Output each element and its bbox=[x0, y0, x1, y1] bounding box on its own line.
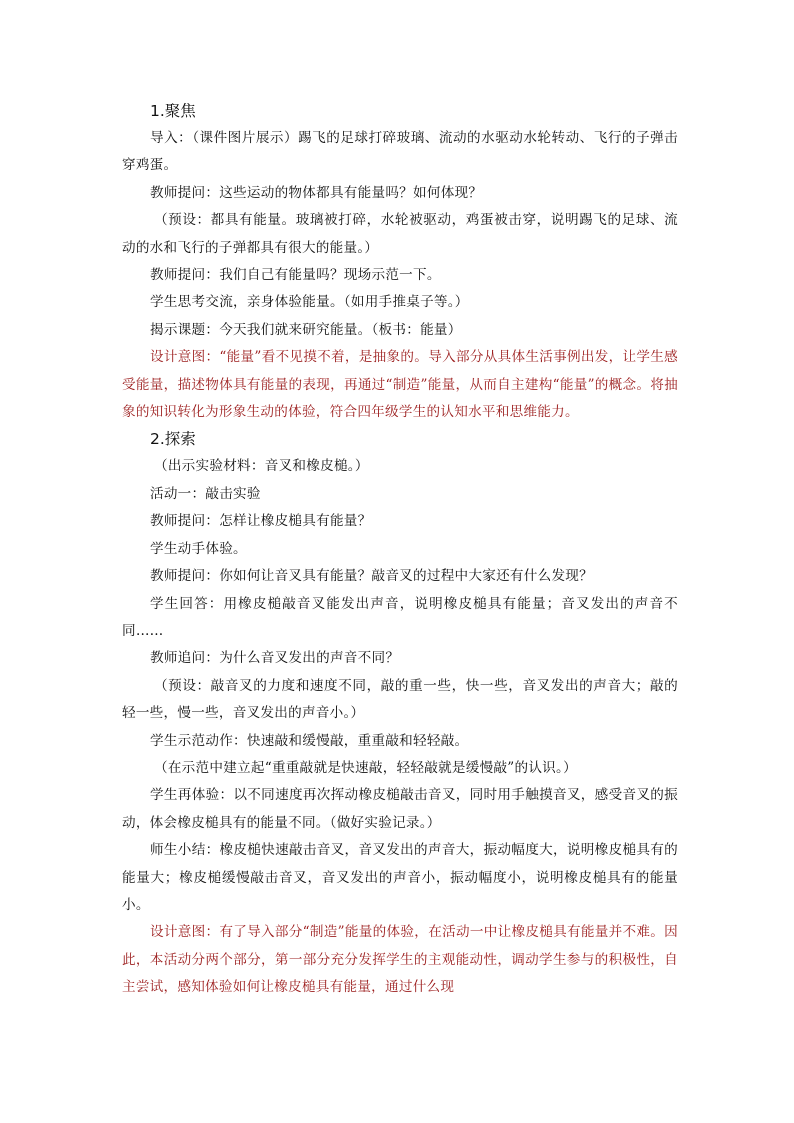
paragraph-intro: 导入：（课件图片展示）踢飞的足球打碎玻璃、流动的水驱动水轮转动、飞行的子弹击穿鸡蛋。 bbox=[122, 130, 678, 174]
paragraph-student-activity: 学生思考交流，亲身体验能量。（如用手推桌子等。） bbox=[150, 294, 469, 311]
paragraph-teacher-followup: 教师追问：为什么音叉发出的声音不同？ bbox=[150, 650, 400, 667]
document-body bbox=[122, 98, 678, 1002]
paragraph-design-intent: 设计意图：“能量”看不见摸不着，是抽象的。导入部分从具体生活事例出发，让学生感受能量，描述物体具有能量的表现，再通过“制造”能量，从而自主建构“能量”的概念。将抽象的知识转化为形象生动的体验，符合四年级学生的认知水平和思维能力。 bbox=[122, 349, 678, 421]
paragraph-teacher-question: 教师提问：我们自己有能量吗？现场示范一下。 bbox=[150, 267, 441, 284]
paragraph-demo-note: （在示范中建立起“重重敲就是快速敲，轻轻敲就是缓慢敲”的认识。） bbox=[154, 759, 577, 776]
paragraph-design-intent: 设计意图：有了导入部分“制造”能量的体验，在活动一中让橡皮槌具有能量并不难。因此，本活动分两个部分，第一部分充分发挥学生的主观能动性，调动学生参与的积极性，自主尝试，感知体验如何让橡皮槌具有能量，通过什么现 bbox=[122, 924, 678, 996]
paragraph-student-demo: 学生示范动作：快速敲和缓慢敲，重重敲和轻轻敲。 bbox=[150, 732, 469, 749]
paragraph-student-experience: 学生动手体验。 bbox=[150, 540, 247, 557]
paragraph-teacher-question: 教师提问：怎样让橡皮槌具有能量？ bbox=[150, 513, 372, 530]
paragraph-preset-answer: （预设：都具有能量。玻璃被打碎，水轮被驱动，鸡蛋被击穿，说明踢飞的足球、流动的水和飞行的子弹都具有很大的能量。） bbox=[122, 212, 678, 256]
paragraph-materials: （出示实验材料：音叉和橡皮槌。） bbox=[154, 458, 369, 475]
paragraph-reveal-topic: 揭示课题：今天我们就来研究能量。（板书：能量） bbox=[150, 321, 462, 338]
section-heading-focus: 1.聚焦 bbox=[150, 102, 196, 120]
paragraph-preset-answer: （预设：敲音叉的力度和速度不同，敲的重一些，快一些，音叉发出的声音大；敲的轻一些，慢一些，音叉发出的声音小。） bbox=[122, 677, 678, 722]
section-heading-explore: 2.探索 bbox=[150, 430, 196, 449]
paragraph-activity-title: 活动一：敲击实验 bbox=[150, 485, 261, 502]
paragraph-student-retry: 学生再体验：以不同速度再次挥动橡皮槌敲击音叉，同时用手触摸音叉，感受音叉的振动，体会橡皮槌具有的能量不同。（做好实验记录。） bbox=[122, 787, 678, 831]
paragraph-teacher-question: 教师提问：你如何让音叉具有能量？敲音叉的过程中大家还有什么发现？ bbox=[150, 568, 593, 585]
paragraph-student-answer: 学生回答：用橡皮槌敲音叉能发出声音，说明橡皮槌具有能量；音叉发出的声音不同…… bbox=[122, 595, 678, 639]
paragraph-teacher-question: 教师提问：这些运动的物体都具有能量吗？如何体现？ bbox=[150, 184, 483, 201]
paragraph-summary: 师生小结：橡皮槌快速敲击音叉，音叉发出的声音大，振动幅度大，说明橡皮槌具有的能量大；橡皮槌缓慢敲击音叉，音叉发出的声音小，振动幅度小，说明橡皮槌具有的能量小。 bbox=[122, 842, 678, 913]
